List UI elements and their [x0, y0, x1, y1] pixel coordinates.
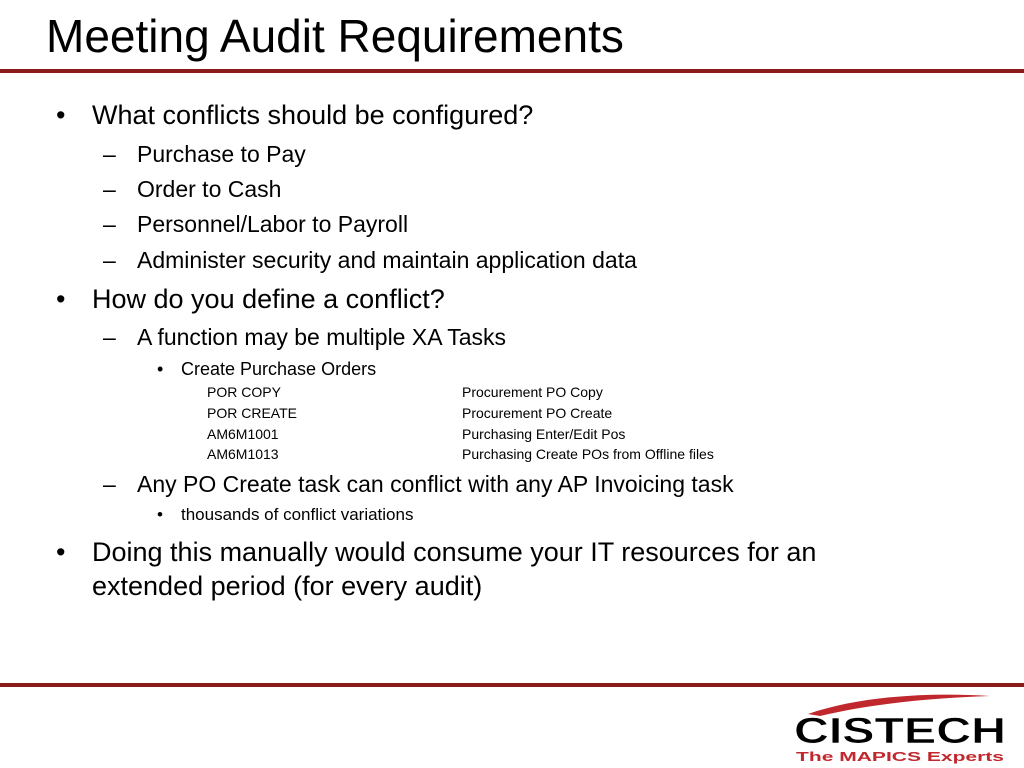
task-code: AM6M1001 [207, 426, 279, 442]
sub-bullet-text: Any PO Create task can conflict with any AP Invoicing task [137, 471, 734, 497]
dash-icon: – [103, 211, 116, 237]
bullet-dot-icon: • [56, 537, 66, 567]
task-description: Procurement PO Create [462, 405, 613, 421]
bullet-dot-icon: • [56, 100, 66, 130]
task-code: POR COPY [207, 384, 281, 400]
sub-bullet-text: Order to Cash [137, 176, 282, 202]
task-code: POR CREATE [207, 405, 297, 421]
third-level-text: Create Purchase Orders [181, 359, 377, 379]
third-level-text: thousands of conflict variations [181, 505, 414, 524]
task-description: Purchasing Enter/Edit Pos [462, 426, 626, 442]
title-divider [0, 69, 1024, 73]
dash-icon: – [103, 176, 116, 202]
task-code: AM6M1013 [207, 446, 279, 462]
bullet-text: Doing this manually would consume your IT resources for an [92, 537, 817, 567]
sub-bullet-text: Administer security and maintain application data [137, 247, 637, 273]
logo-tagline: The MAPICS Experts [796, 750, 1005, 764]
dash-icon: – [103, 324, 116, 350]
cistech-logo [790, 690, 1012, 764]
dash-icon: – [103, 141, 116, 167]
footer-divider [0, 683, 1024, 687]
dash-icon: – [103, 471, 116, 497]
bullet-text: extended period (for every audit) [92, 571, 483, 601]
bullet-dot-icon: • [56, 284, 66, 314]
task-description: Procurement PO Copy [462, 384, 603, 400]
bullet-dot-icon: • [157, 359, 164, 379]
task-description: Purchasing Create POs from Offline files [462, 446, 714, 462]
logo-wordmark: CISTECH [794, 710, 1006, 751]
bullet-dot-icon: • [157, 505, 163, 524]
bullet-text: How do you define a conflict? [92, 284, 445, 314]
slide-title: Meeting Audit Requirements [46, 10, 624, 62]
sub-bullet-text: A function may be multiple XA Tasks [137, 324, 507, 350]
sub-bullet-text: Personnel/Labor to Payroll [137, 211, 409, 237]
bullet-text: What conflicts should be configured? [92, 100, 534, 130]
dash-icon: – [103, 247, 116, 273]
sub-bullet-text: Purchase to Pay [137, 141, 306, 167]
